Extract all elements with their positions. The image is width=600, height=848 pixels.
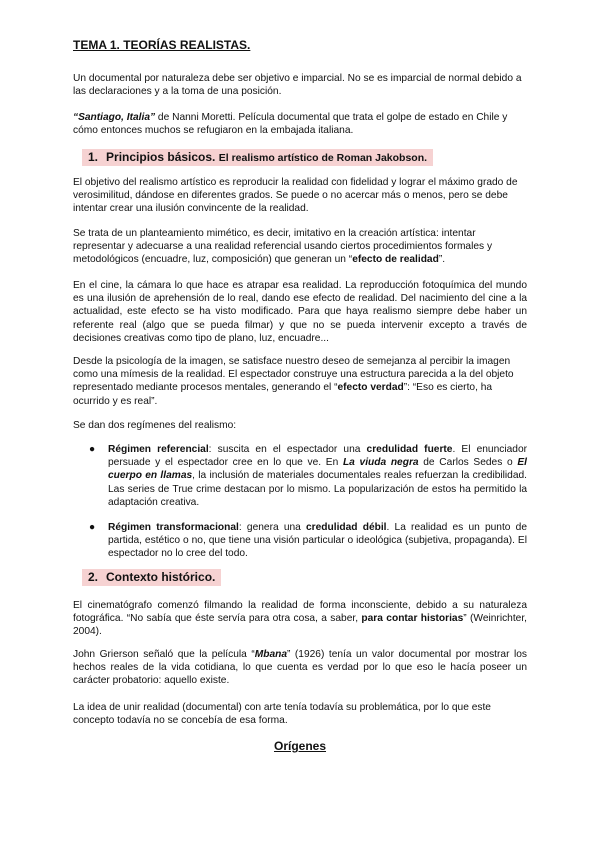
regime-transformacional-label: Régimen transformacional — [108, 522, 239, 534]
regime-referencial-label: Régimen referencial — [108, 444, 209, 455]
quote-para-contar-historias: para contar historias — [361, 613, 464, 625]
paragraph-cinema: En el cine, la cámara lo que hace es atrapar esa realidad. La reproducción fotoquímica del mundo es una ilusión de aprehensión de lo real, dando ese efecto de realidad. Del nacimiento del cine a la actualidad, este efecto se ha visto modificado. Para que haya realismo siempre debe haber un referente real (algo que se pueda filmar) y que no se pueda intervenir excepto a través de decisiones creativas como tipo de plano, luz, encuadre... — [73, 280, 527, 344]
intro-paragraph: Un documental por naturaleza debe ser objetivo e imparcial. No se es imparcial de normal debido a las declaraciones y a la toma de una posición. — [73, 73, 522, 98]
film-title: “Santiago, Italia” — [73, 112, 156, 123]
regime-text: : suscita en el espectador una — [208, 444, 367, 455]
paragraph-psychology-end: ”: “Eso es cierto, ha ocurrido y es real”. — [73, 382, 493, 407]
section-2-number: 2. — [88, 570, 99, 584]
paragraph-art-reality: La idea de unir realidad (documental) con arte tenía todavía su problemática, por lo que este concepto todavía no se concebía de esa forma. — [73, 702, 491, 727]
paragraph-grierson-end: ” (1926) tenía un valor documental por mostrar los hechos reales de la vida cotidiana, lo que cuenta es verdad por lo que eso le hacía poseer un carácter probatorio: aquello existe. — [73, 649, 528, 687]
regime-text: . La realidad es un punto de partida, estético o no, que tiene una visión particular o ideológica (subjetiva, propaganda). El espectador no lo cree del todo. — [108, 522, 527, 560]
regime-text: , la inclusión de materiales documentales reales refuerzan la credibilidad. Las series de True crime destacan por lo mismo. La popularización de estos ha permitido la adaptación creativa. — [108, 470, 527, 508]
section-1-subtitle: El realismo artístico de Roman Jakobson. — [218, 152, 428, 164]
term-credulidad-debil: credulidad débil — [306, 522, 387, 534]
bullet-icon: ● — [89, 444, 96, 455]
section-1-heading — [82, 149, 433, 166]
paragraph-grierson — [73, 648, 527, 688]
section-2-heading — [82, 569, 221, 586]
term-efecto-realidad: efecto de realidad — [352, 254, 439, 266]
film-mbana: Mbana — [254, 649, 287, 660]
paragraph-psychology — [73, 355, 527, 408]
section-2-title: Contexto histórico. — [106, 570, 216, 584]
paragraph-psychology-text: Desde la psicología de la imagen, se satisface nuestro deseo de semejanza al percibir la imagen como una mímesis de la realidad. El espectador construye una estructura parecida a la del objeto representado mediante procesos mentales, generando el “ — [73, 356, 514, 394]
film-la-viuda-negra: La viuda negra — [342, 457, 419, 469]
paragraph-realism-objective: El objetivo del realismo artístico es reproducir la realidad con fidelidad y lograr el máximo grado de verosimilitud, dándose en diferentes grados. Se puede o no acercar más o menos, pero se debe intentar crear una ilusión convincente de la realidad. — [73, 177, 518, 215]
page-title: TEMA 1. TEORÍAS REALISTAS. — [73, 38, 251, 52]
film-description: de Nanni Moretti. Película documental que trata el golpe de estado en Chile y cómo entonces muchos se refugiaron en la embajada italiana. — [73, 112, 508, 137]
term-credulidad-fuerte: credulidad fuerte — [366, 444, 453, 455]
regime-text: de Carlos Sedes o — [418, 457, 518, 469]
paragraph-cinematograph — [73, 599, 527, 639]
paragraph-cinematograph-text: El cinematógrafo comenzó filmando la realidad de forma inconsciente, debido a su naturaleza fotográfica. “No sabía que éste servía para otra cosa, a saber, — [73, 600, 527, 625]
term-efecto-verdad: efecto verdad — [337, 382, 404, 394]
section-1-title: Principios básicos. — [106, 150, 216, 164]
list-item — [73, 521, 527, 561]
regime-text: : genera una — [238, 522, 307, 534]
origenes-heading: Orígenes — [273, 739, 327, 753]
film-paragraph — [73, 111, 527, 137]
paragraph-regimes-intro: Se dan dos regímenes del realismo: — [73, 420, 237, 431]
regime-text: . El enunciador persuade y el espectador cree en lo que ve. En — [108, 444, 528, 469]
film-el-cuerpo-en-llamas: El cuerpo en llamas — [108, 457, 527, 482]
paragraph-mimetic-end: ”. — [438, 254, 446, 266]
bullet-icon: ● — [89, 522, 96, 534]
regimes-list — [73, 443, 527, 561]
paragraph-grierson-text: John Grierson señaló que la película “ — [73, 649, 255, 660]
section-1-number: 1. — [88, 150, 99, 164]
paragraph-mimetic-text: Se trata de un planteamiento mimético, es decir, imitativo en la creación artística: intentar representar y adecuarse a una realidad referencial usando ciertos procedimientos formales y metodológicos (encuadre, luz, composición) que generan un “ — [73, 228, 493, 266]
list-item — [73, 443, 527, 509]
paragraph-mimetic — [73, 227, 527, 267]
paragraph-cinematograph-end: ” (Weinrichter, 2004). — [73, 613, 528, 638]
